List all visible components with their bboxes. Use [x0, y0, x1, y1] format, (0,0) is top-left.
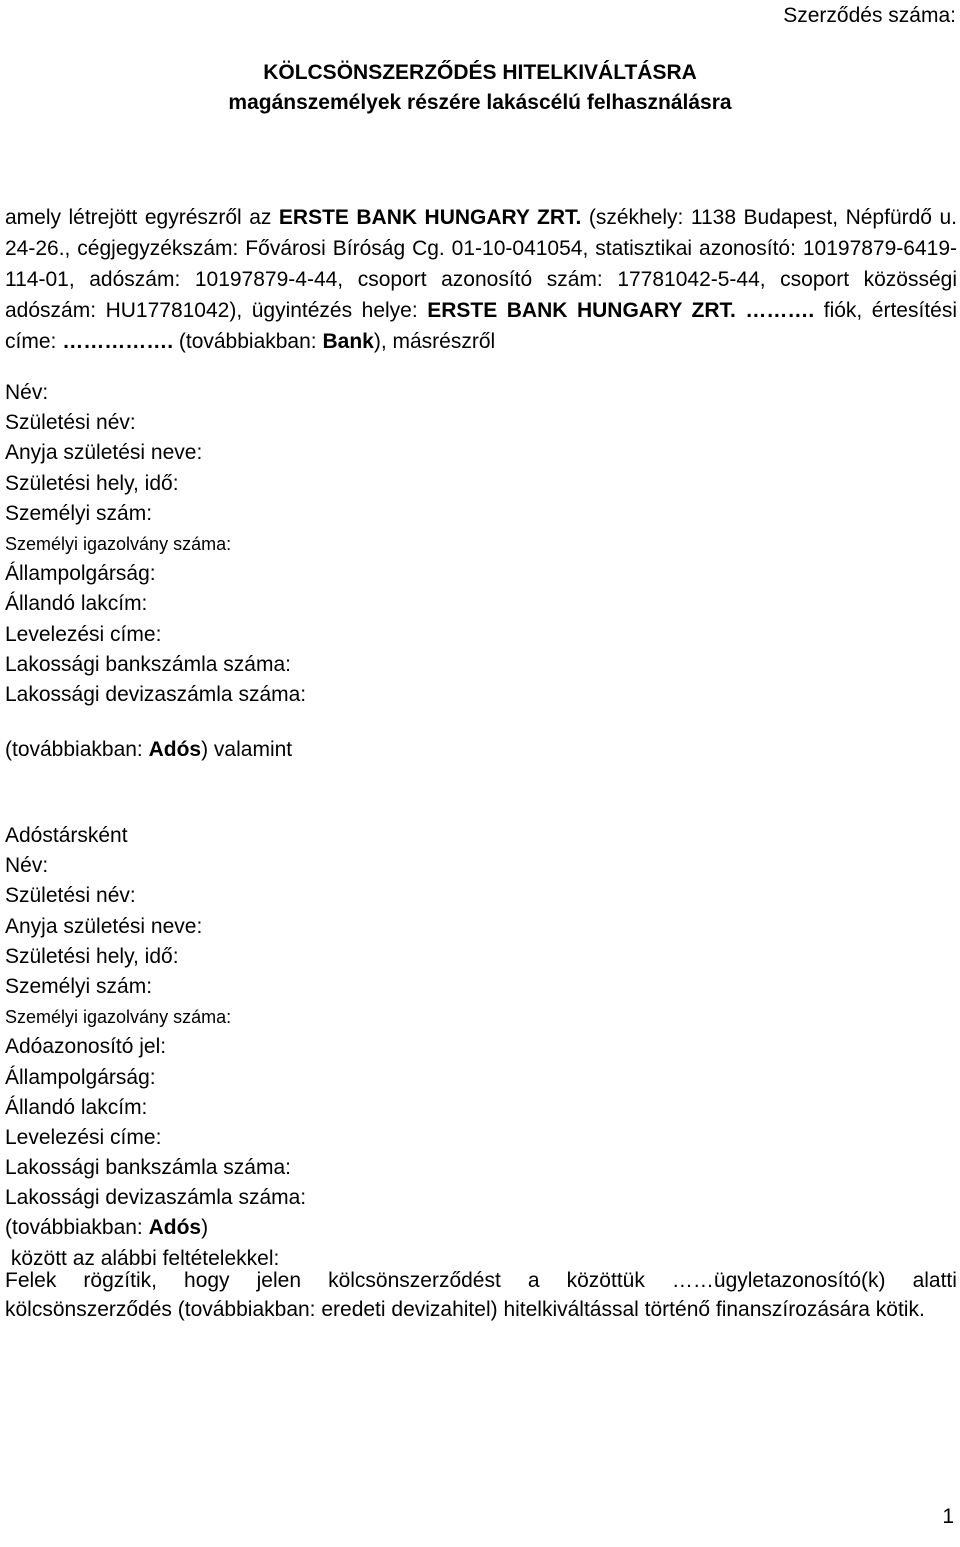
debtor-field-fx-account: Lakossági devizaszámla száma: — [5, 682, 307, 706]
debtor-field-personal-number: Személyi szám: — [5, 501, 153, 525]
debtor-fields — [5, 378, 945, 710]
word: hogy — [184, 1269, 230, 1292]
codebtor-field-mother-name: Anyja születési neve: — [5, 914, 203, 938]
codebtor-field-bank-account: Lakossági bankszámla száma: — [5, 1156, 291, 1180]
branch-bank-name: ERSTE BANK HUNGARY ZRT. ………. — [427, 299, 815, 322]
intro-paragraph — [5, 202, 957, 357]
contract-number-label: Szerződés száma: — [783, 4, 956, 27]
word: Felek — [5, 1269, 57, 1292]
debtor-suffix-prefix: (továbbiakban: — [5, 738, 149, 761]
title-line-2: magánszemélyek részére lakáscélú felhasználásra — [228, 91, 732, 114]
title-line-1: KÖLCSÖNSZERZŐDÉS HITELKIVÁLTÁSRA — [263, 61, 697, 84]
page-number: 1 — [942, 1505, 954, 1528]
codebtor-field-personal-number: Személyi szám: — [5, 974, 153, 998]
codebtor-field-fx-account: Lakossági devizaszámla száma: — [5, 1186, 307, 1210]
intro-text-4: (továbbiakban: — [173, 330, 323, 353]
codebtor-field-birth-name: Születési név: — [5, 884, 136, 908]
word: rögzítik, — [83, 1269, 157, 1292]
debtor-field-name: Név: — [5, 381, 49, 404]
codebtor-suffix-prefix: (továbbiakban: — [5, 1216, 149, 1240]
intro-text-5: ), másrészről — [373, 330, 496, 353]
codebtor-field-citizenship: Állampolgárság: — [5, 1065, 156, 1089]
debtor-field-mailing-address: Levelezési címe: — [5, 622, 162, 646]
word: ……ügyletazonosító(k) — [671, 1269, 886, 1292]
debtor-field-birth-name: Születési név: — [5, 411, 136, 435]
between-conditions: között az alábbi feltételekkel: — [5, 1246, 280, 1270]
debtor-term: Adós — [148, 738, 202, 761]
debtor-field-mother-name: Anyja születési neve: — [5, 441, 203, 465]
debtor-field-id-card: Személyi igazolvány száma: — [5, 533, 232, 554]
word: alatti — [912, 1269, 957, 1292]
bank-short-name: Bank — [322, 330, 374, 353]
codebtor-field-id-card: Személyi igazolvány száma: — [5, 1007, 232, 1028]
debtor-field-bank-account: Lakossági bankszámla száma: — [5, 652, 291, 676]
word: a — [527, 1269, 540, 1292]
codebtor-field-tax-id: Adóazonosító jel: — [5, 1035, 167, 1059]
statement-line-2: kölcsönszerződés (továbbiakban: eredeti devizahitel) hitelkiváltással történő finanszírozására kötik. — [5, 1298, 925, 1321]
document-title — [0, 58, 960, 118]
intro-text-1: amely létrejött egyrészről az — [5, 206, 279, 229]
debtor-field-birth-place: Születési hely, idő: — [5, 471, 179, 495]
codebtor-field-name: Név: — [5, 854, 49, 878]
debtor-suffix — [5, 735, 292, 765]
intro-text-3: fiók, értesítési címe: — [5, 299, 958, 353]
codebtor-term: Adós — [148, 1216, 202, 1240]
debtor-suffix-end: ) valamint — [201, 738, 293, 761]
word: jelen — [256, 1269, 301, 1292]
word: közöttük — [566, 1269, 645, 1292]
codebtor-field-address: Állandó lakcím: — [5, 1095, 148, 1119]
intro-text-2: (székhely: 1138 Budapest, Népfürdő u. 24-26., cégjegyzékszám: Fővárosi Bíróság Cg. 01-10-041054, statisztikai azonosító: 10197879-6419-114-01, adószám: 10197879-4-44, csoport azonosító szám: 17781042-5-44, csoport közösségi adószám: HU17781042), ügyintézés helye: — [5, 206, 957, 322]
codebtor-suffix-end: ) — [201, 1216, 209, 1240]
word: kölcsönszerződést — [328, 1269, 501, 1292]
address-dots: ……………. — [62, 330, 174, 353]
statement-line-1 — [5, 1266, 957, 1295]
bank-name: ERSTE BANK HUNGARY ZRT. — [278, 206, 582, 229]
codebtor-fields — [5, 821, 945, 1274]
codebtor-suffix — [5, 1213, 945, 1243]
debtor-field-citizenship: Állampolgárság: — [5, 562, 156, 586]
codebtor-field-mailing-address: Levelezési címe: — [5, 1125, 162, 1149]
codebtor-heading: Adóstársként — [5, 824, 128, 847]
parties-statement — [5, 1266, 957, 1324]
codebtor-field-birth-place: Születési hely, idő: — [5, 944, 179, 968]
debtor-field-address: Állandó lakcím: — [5, 592, 148, 616]
